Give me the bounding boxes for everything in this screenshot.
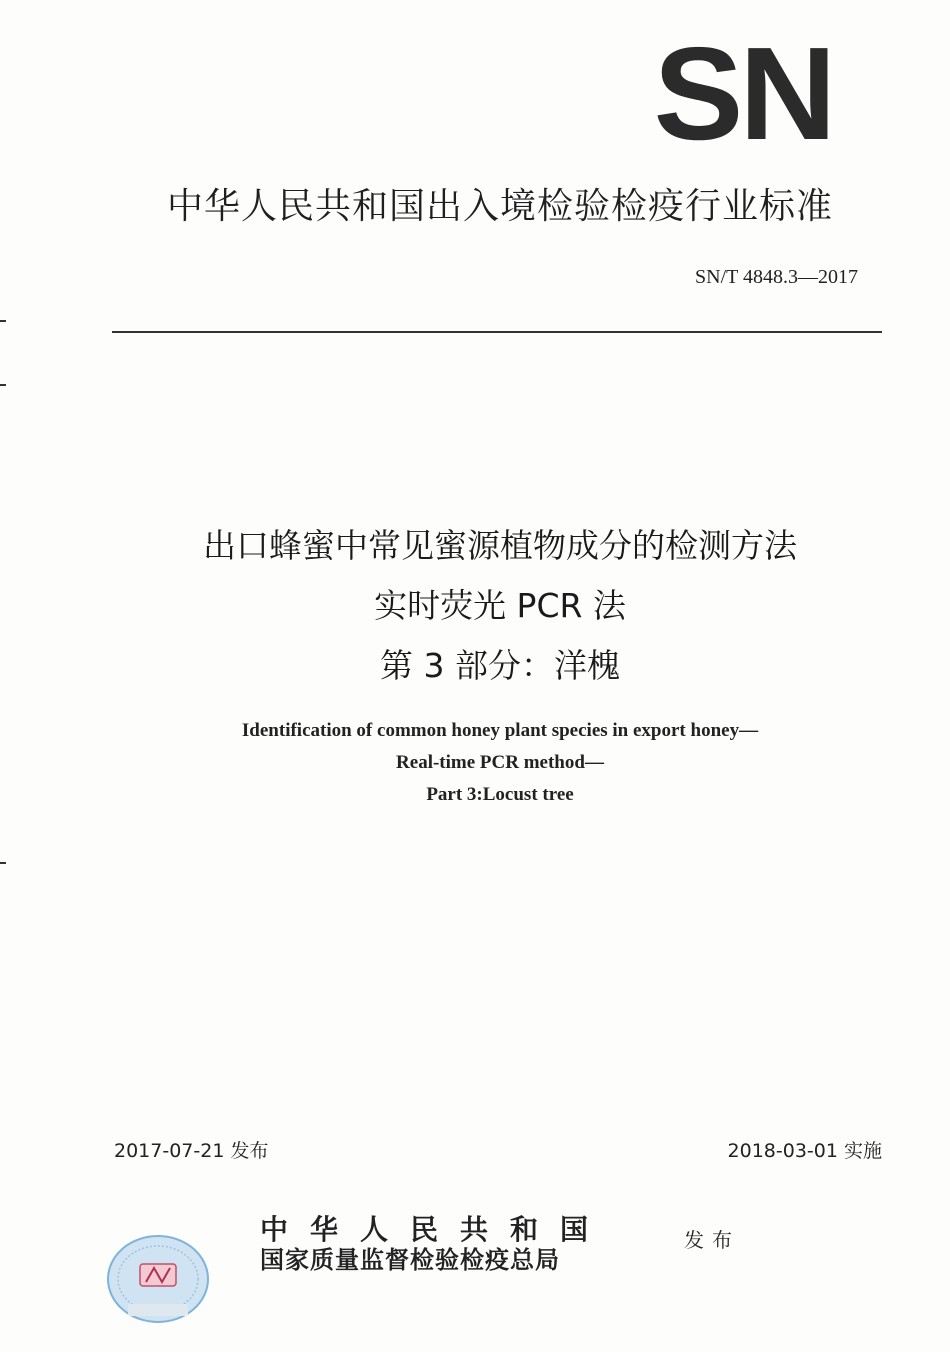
scan-edge-mark [0, 862, 6, 864]
title-cn-line2: 实时荧光 PCR 法 [374, 586, 626, 625]
scan-edge-mark [0, 320, 6, 322]
title-cn-line1: 出口蜂蜜中常见蜜源植物成分的检测方法 [203, 526, 797, 565]
standard-code: SN/T 4848.3—2017 [695, 266, 858, 288]
title-en-line2: Real-time PCR method— [396, 752, 604, 773]
standard-category: 中华人民共和国出入境检验检疫行业标准 [166, 186, 833, 227]
title-en-line3: Part 3:Locust tree [426, 784, 574, 805]
implementation-date: 2018-03-01 实施 [727, 1140, 882, 1162]
sn-logo: SN [653, 20, 833, 167]
issue-date: 2017-07-21 发布 [114, 1140, 269, 1162]
issuer-line2: 国家质量监督检验检疫总局 [260, 1245, 560, 1274]
publish-label: 发布 [684, 1228, 740, 1252]
title-en-line1: Identification of common honey plant species in export honey— [241, 720, 759, 741]
scan-edge-mark [0, 384, 6, 386]
title-cn-line3: 第 3 部分：洋槐 [380, 646, 620, 685]
anti-counterfeit-seal [106, 1234, 210, 1324]
issuer-line1: 中华人民共和国 [260, 1213, 611, 1246]
header-divider [112, 331, 882, 333]
